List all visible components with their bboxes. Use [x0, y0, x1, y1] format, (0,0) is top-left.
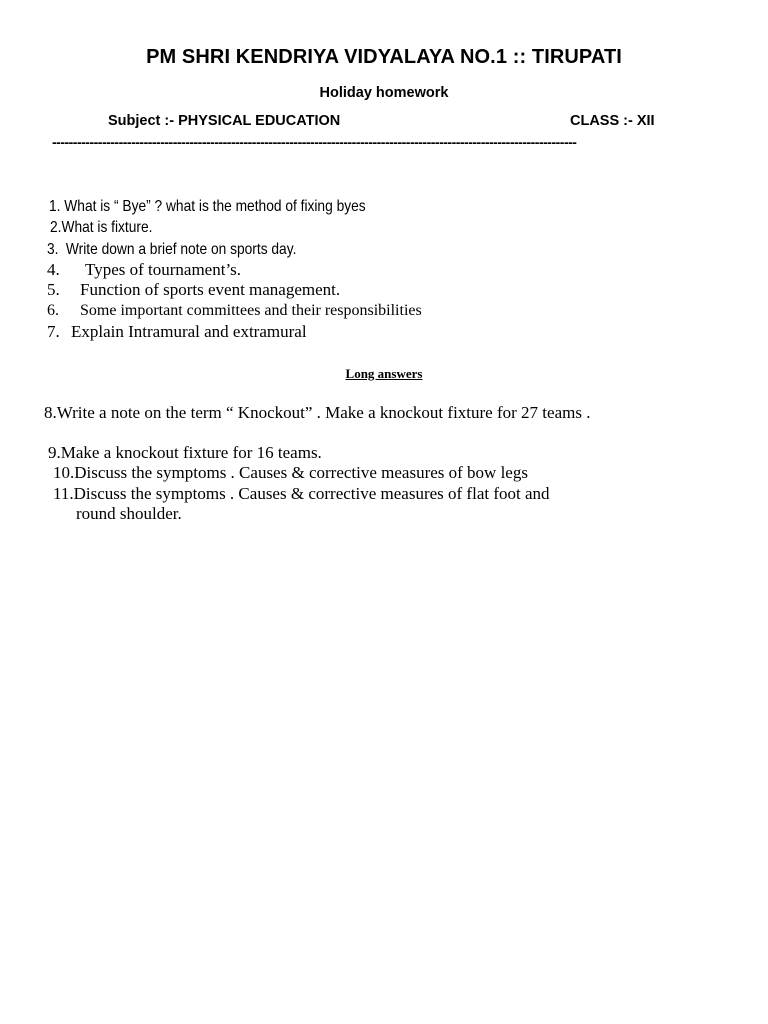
divider-line: ------------------------------------------------------------------------------------------------------------------------------ — [52, 134, 577, 150]
question-text: Types of tournament’s. — [85, 260, 242, 279]
long-answer-8 — [44, 403, 704, 423]
question-number: 8. — [44, 403, 57, 422]
question-number: 2. — [50, 219, 62, 236]
question-number: 10. — [53, 463, 75, 482]
question-3 — [47, 241, 296, 259]
long-answers-heading: Long answers — [345, 366, 423, 381]
question-1 — [49, 198, 366, 216]
question-number: 11. — [53, 484, 74, 503]
question-text: Discuss the symptoms . Causes & corrective measures of flat foot and — [73, 484, 550, 503]
question-number: 4. — [47, 260, 60, 279]
question-text-continuation: round shoulder. — [76, 504, 182, 523]
question-text: Some important committees and their responsibilities — [80, 302, 422, 319]
question-text: Write down a brief note on sports day. — [65, 241, 297, 258]
long-answer-10 — [53, 463, 733, 483]
question-2 — [50, 219, 152, 237]
question-text: Write a note on the term “ Knockout” . Make a knockout fixture for 27 teams . — [56, 403, 591, 422]
question-text: What is “ Bye” ? what is the method of fixing byes — [64, 198, 366, 215]
question-number: 5. — [47, 280, 60, 299]
question-text: Explain Intramural and extramural — [71, 322, 307, 341]
question-7 — [47, 322, 307, 342]
question-6 — [47, 302, 422, 320]
question-number: 9. — [48, 443, 61, 462]
question-text: Discuss the symptoms . Causes & corrective measures of bow legs — [74, 463, 528, 482]
question-number: 7. — [47, 322, 60, 341]
long-answer-11 — [53, 484, 733, 524]
long-answer-9 — [48, 443, 708, 463]
question-text: What is fixture. — [61, 219, 153, 236]
question-text: Function of sports event management. — [80, 280, 341, 299]
subject-label: Subject :- PHYSICAL EDUCATION — [108, 113, 341, 129]
question-4 — [47, 260, 241, 280]
class-label: CLASS :- XII — [570, 113, 655, 129]
question-number: 6. — [47, 302, 59, 319]
question-text: Make a knockout fixture for 16 teams. — [60, 443, 322, 462]
question-number: 3. — [47, 241, 59, 258]
school-title: PM SHRI KENDRIYA VIDYALAYA NO.1 :: TIRUPATI — [146, 46, 622, 68]
question-number: 1. — [49, 198, 61, 215]
question-5 — [47, 280, 340, 300]
document-subtitle: Holiday homework — [319, 85, 449, 101]
